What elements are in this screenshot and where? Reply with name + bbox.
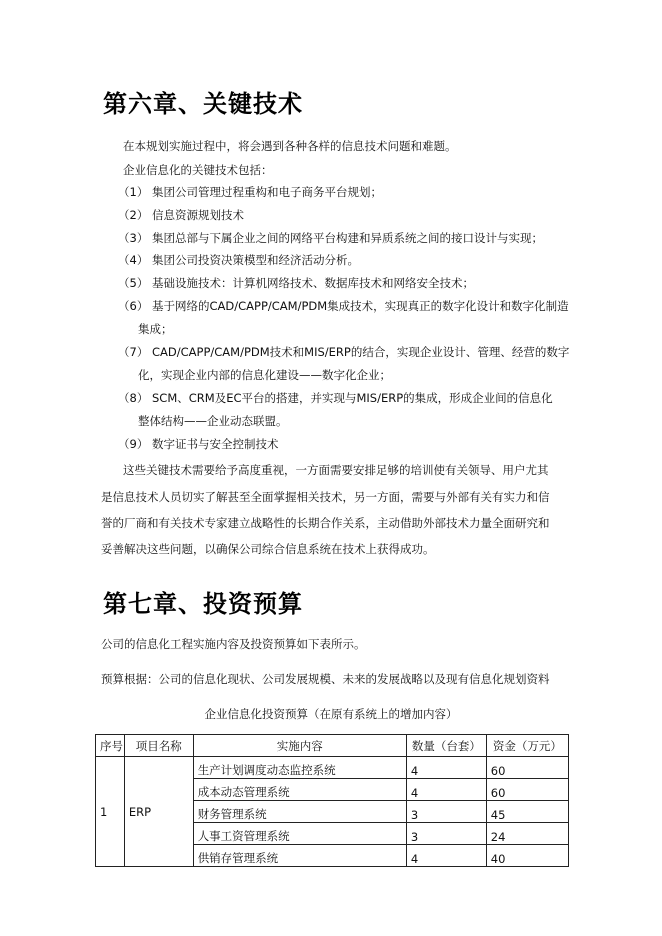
cell-fund: 60 xyxy=(486,779,568,801)
cell-quantity: 3 xyxy=(406,823,486,845)
list-item xyxy=(118,390,553,406)
closing-line: 誉的厂商和有关技术专家建立战略性的长期合作关系，主动借助外部技术力量全面研究和 xyxy=(101,516,550,530)
closing-line: 这些关键技术需要给予高度重视，一方面需要安排足够的培训使有关领导、用户尤其 xyxy=(123,463,549,477)
item-text: 信息资源规划技术 xyxy=(152,208,244,222)
list-item xyxy=(118,230,543,246)
chapter6-intro: 在本规划实施过程中，将会遇到各种各样的信息技术问题和难题。 xyxy=(123,139,457,153)
cell-seq: 1 xyxy=(96,757,125,867)
item-text: 数字证书与安全控制技术 xyxy=(152,437,279,451)
item-number: （9） xyxy=(118,437,149,451)
cell-quantity: 4 xyxy=(406,845,486,867)
item-number: （1） xyxy=(118,185,149,199)
item-continuation: 整体结构——企业动态联盟。 xyxy=(138,414,288,428)
cell-fund: 24 xyxy=(486,823,568,845)
budget-basis: 预算根据：公司的信息化现状、公司发展规模、未来的发展战略以及现有信息化规划资料 xyxy=(101,672,550,686)
header-content: 实施内容 xyxy=(193,735,406,757)
budget-table xyxy=(95,734,569,867)
cell-content: 供销存管理系统 xyxy=(193,845,406,867)
chapter6-lead: 企业信息化的关键技术包括： xyxy=(123,163,273,177)
header-fund: 资金（万元） xyxy=(486,735,568,757)
cell-content: 生产计划调度动态监控系统 xyxy=(193,757,406,779)
chapter7-intro: 公司的信息化工程实施内容及投资预算如下表所示。 xyxy=(101,637,366,651)
item-number: （5） xyxy=(118,276,149,290)
table-caption: 企业信息化投资预算（在原有系统上的增加内容） xyxy=(204,707,458,721)
cell-quantity: 4 xyxy=(406,757,486,779)
list-item xyxy=(118,344,569,360)
item-continuation: 化，实现企业内部的信息化建设——数字化企业； xyxy=(138,368,391,382)
list-item xyxy=(118,252,359,268)
list-item xyxy=(118,207,244,223)
table-header-row xyxy=(96,735,569,757)
cell-fund: 45 xyxy=(486,801,568,823)
closing-line: 妥善解决这些问题，以确保公司综合信息系统在技术上获得成功。 xyxy=(101,542,435,556)
item-number: （7） xyxy=(118,345,149,359)
cell-content: 人事工资管理系统 xyxy=(193,823,406,845)
list-item xyxy=(118,184,382,200)
header-seq: 序号 xyxy=(96,735,125,757)
item-number: （6） xyxy=(118,299,149,313)
item-text: CAD/CAPP/CAM/PDM技术和MIS/ERP的结合，实现企业设计、管理、经营的数字 xyxy=(152,345,570,359)
item-continuation: 集成； xyxy=(138,322,173,336)
item-text: 基础设施技术：计算机网络技术、数据库技术和网络安全技术； xyxy=(152,276,474,290)
item-text: 集团公司管理过程重构和电子商务平台规划； xyxy=(152,185,382,199)
item-text: 基于网络的CAD/CAPP/CAM/PDM集成技术，实现真正的数字化设计和数字化制造 xyxy=(152,299,569,313)
cell-quantity: 4 xyxy=(406,779,486,801)
item-number: （3） xyxy=(118,231,149,245)
cell-project-name: ERP xyxy=(124,757,193,867)
item-number: （8） xyxy=(118,391,149,405)
chapter6-title: 第六章、关键技术 xyxy=(103,89,303,118)
item-text: SCM、CRM及EC平台的搭建，并实现与MIS/ERP的集成，形成企业间的信息化 xyxy=(152,391,553,405)
header-project-name: 项目名称 xyxy=(124,735,193,757)
closing-line: 是信息技术人员切实了解甚至全面掌握相关技术，另一方面，需要与外部有关有实力和信 xyxy=(101,490,550,504)
item-text: 集团公司投资决策模型和经济活动分析。 xyxy=(152,253,359,267)
cell-content: 成本动态管理系统 xyxy=(193,779,406,801)
item-number: （4） xyxy=(118,253,149,267)
list-item xyxy=(118,436,279,452)
cell-fund: 40 xyxy=(486,845,568,867)
list-item xyxy=(118,275,474,291)
chapter7-title: 第七章、投资预算 xyxy=(103,589,303,618)
item-text: 集团总部与下属企业之间的网络平台构建和异质系统之间的接口设计与实现； xyxy=(152,231,543,245)
cell-content: 财务管理系统 xyxy=(193,801,406,823)
list-item xyxy=(118,298,569,314)
table-row xyxy=(96,757,569,779)
item-number: （2） xyxy=(118,208,149,222)
cell-fund: 60 xyxy=(486,757,568,779)
header-quantity: 数量（台套） xyxy=(406,735,486,757)
cell-quantity: 3 xyxy=(406,801,486,823)
